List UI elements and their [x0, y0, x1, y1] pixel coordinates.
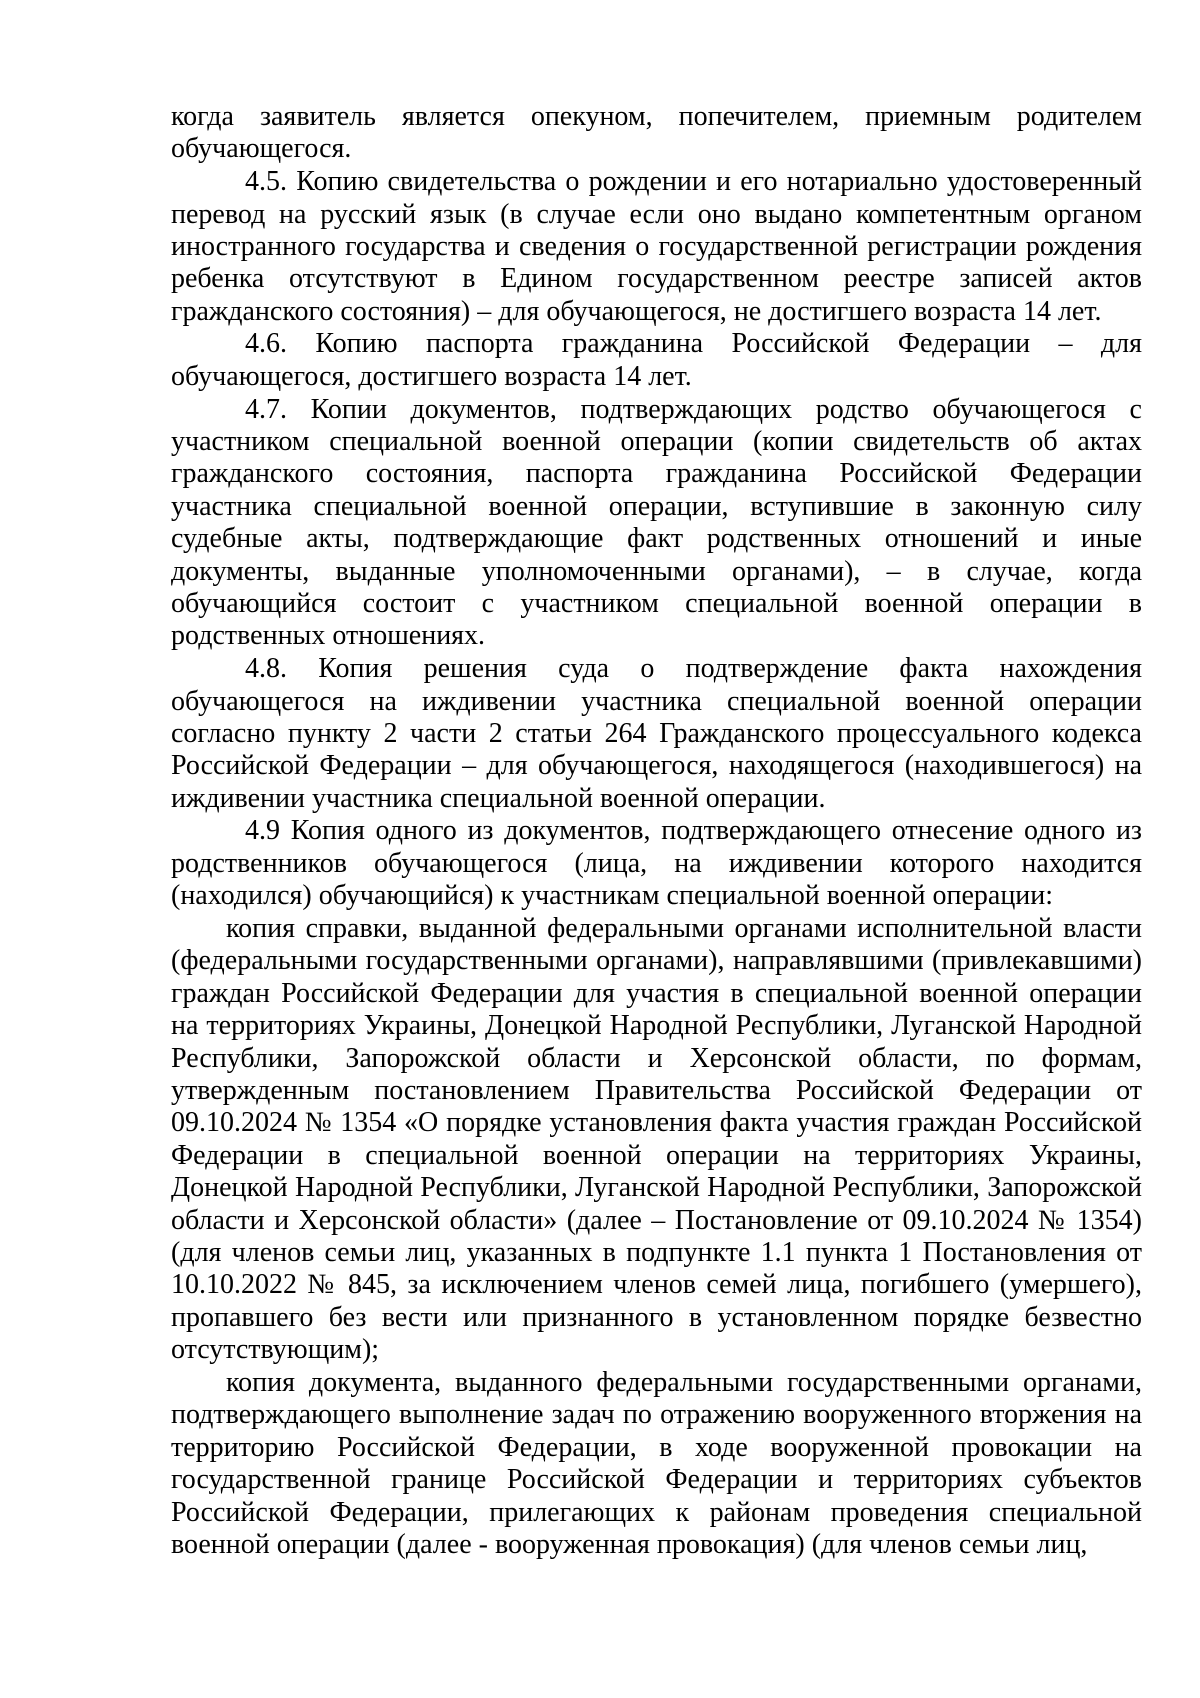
paragraph-4-8: 4.8. Копия решения суда о подтверждение факта нахождения обучающегося на иждивении участника специальной военной операции согласно пункту 2 части 2 статьи 264 Гражданского процессуального кодекса Российской Федерации – для обучающегося, находящегося (находившегося) на иждивении участника специальной военной операции. [171, 653, 1142, 814]
paragraph-4-9: 4.9 Копия одного из документов, подтверждающего отнесение одного из родственников обучающегося (лица, на иждивении которого находится (находился) обучающийся) к участникам специальной военной операции: [171, 815, 1142, 912]
list-item-certificate: копия справки, выданной федеральными органами исполнительной власти (федеральными государственными органами), направлявшими (привлекавшими) граждан Российской Федерации для участия в специальной военной операции на территориях Украины, Донецкой Народной Республики, Луганской Народной Республики, Запорожской области и Херсонской области, по формам, утвержденным постановлением Правительства Российской Федерации от 09.10.2024 № 1354 «О порядке установления факта участия граждан Российской Федерации в специальной военной операции на территориях Украины, Донецкой Народной Республики, Луганской Народной Республики, Запорожской области и Херсонской области» (далее – Постановление от 09.10.2024 № 1354) (для членов семьи лиц, указанных в подпункте 1.1 пункта 1 Постановления от 10.10.2022 № 845, за исключением членов семей лица, погибшего (умершего), пропавшего без вести или признанного в установленном порядке безвестно отсутствующим); [171, 912, 1142, 1366]
paragraph-4-5: 4.5. Копию свидетельства о рождении и его нотариально удостоверенный перевод на русский язык (в случае если оно выдано компетентным органом иностранного государства и сведения о государственной регистрации рождения ребенка отсутствуют в Едином государственном реестре записей актов гражданского состояния) – для обучающегося, не достигшего возраста 14 лет. [171, 166, 1142, 327]
paragraph-4-7: 4.7. Копии документов, подтверждающих родство обучающегося с участником специальной военной операции (копии свидетельств об актах гражданского состояния, паспорта гражданина Российской Федерации участника специальной военной операции, вступившие в законную силу судебные акты, подтверждающие факт родственных отношений и иные документы, выданные уполномоченными органами), – в случае, когда обучающийся состоит с участником специальной военной операции в родственных отношениях. [171, 393, 1142, 652]
document-body [171, 101, 1142, 1562]
list-item-document: копия документа, выданного федеральными государственными органами, подтверждающего выполнение задач по отражению вооруженного вторжения на территорию Российской Федерации, в ходе вооруженной провокации на государственной границе Российской Федерации и территориях субъектов Российской Федерации, прилегающих к районам проведения специальной военной операции (далее - вооруженная провокация) (для членов семьи лиц, [171, 1366, 1142, 1560]
paragraph-4-6: 4.6. Копию паспорта гражданина Российской Федерации – для обучающегося, достигшего возраста 14 лет. [171, 328, 1142, 392]
paragraph-continuation: когда заявитель является опекуном, попечителем, приемным родителем обучающегося. [171, 101, 1142, 165]
